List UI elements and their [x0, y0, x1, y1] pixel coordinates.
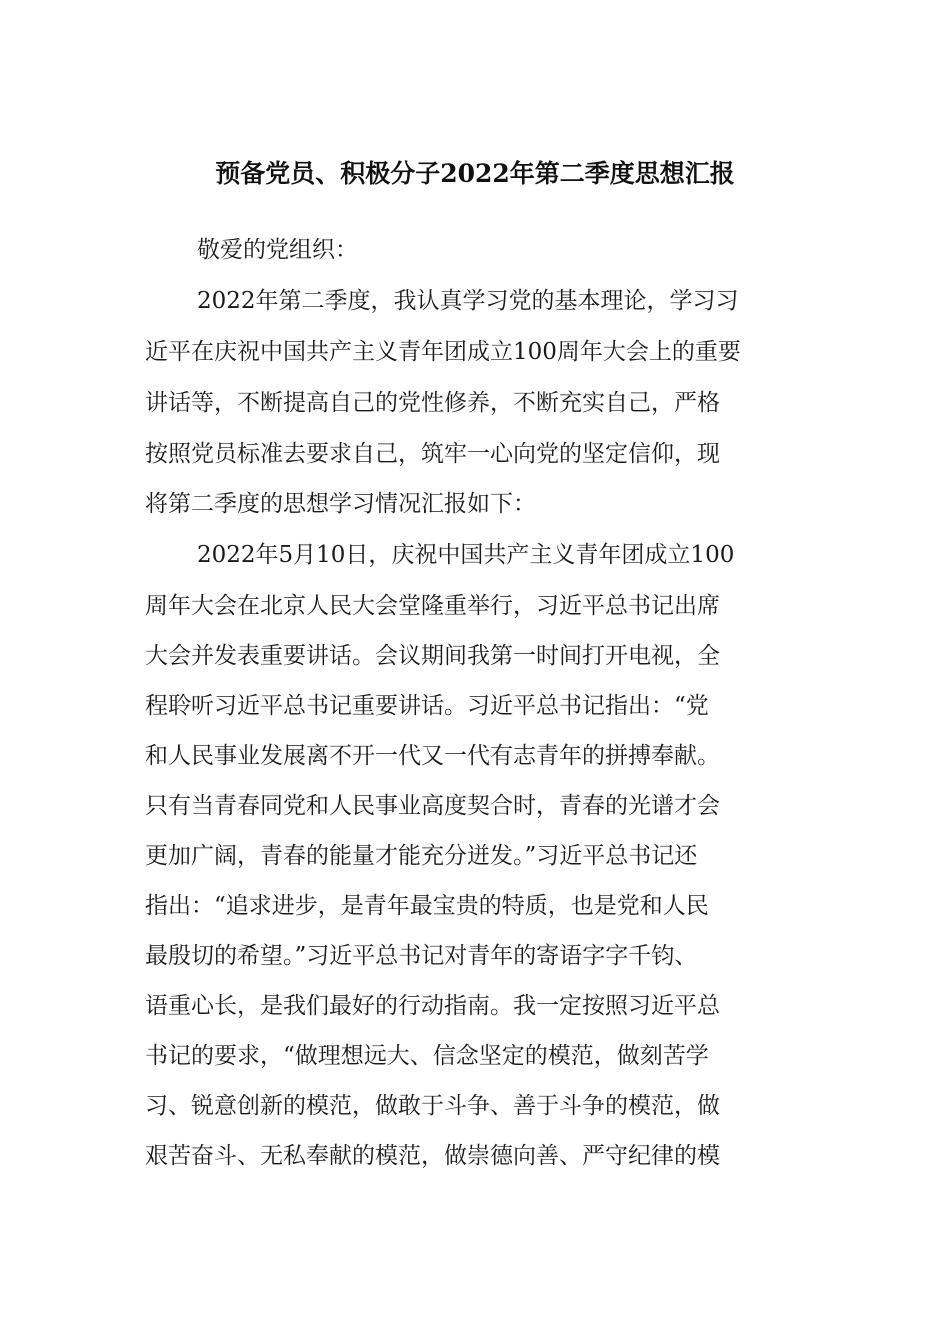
- paragraph-line: 习、锐意创新的模范，做敢于斗争、善于斗争的模范，做: [145, 1093, 720, 1119]
- paragraph-line: 更加广阔，青春的能量才能充分迸发。”习近平总书记还: [145, 843, 698, 869]
- paragraph-line: 讲话等，不断提高自己的党性修养，不断充实自己，严格: [145, 390, 720, 416]
- paragraph-line: 语重心长，是我们最好的行动指南。我一定按照习近平总: [145, 993, 720, 1019]
- salutation: 敬爱的党组织：: [197, 237, 358, 263]
- paragraph-line: 只有当青春同党和人民事业高度契合时，青春的光谱才会: [145, 793, 720, 819]
- paragraph-line: 指出：“追求进步，是青年最宝贵的特质，也是党和人民: [145, 893, 709, 919]
- paragraph-line: 周年大会在北京人民大会堂隆重举行，习近平总书记出席: [145, 593, 720, 619]
- paragraph-line: 艰苦奋斗、无私奉献的模范，做崇德向善、严守纪律的模: [145, 1143, 720, 1169]
- paragraph-line: 2022年5月10日，庆祝中国共产主义青年团成立100: [197, 542, 735, 568]
- paragraph-line: 书记的要求，“做理想远大、信念坚定的模范，做刻苦学: [145, 1043, 709, 1069]
- paragraph-line: 大会并发表重要讲话。会议期间我第一时间打开电视，全: [145, 643, 720, 669]
- paragraph-line: 程聆听习近平总书记重要讲话。习近平总书记指出：“党: [145, 693, 709, 719]
- paragraph-line: 和人民事业发展离不开一代又一代有志青年的拼搏奉献。: [145, 743, 720, 769]
- paragraph-line: 按照党员标准去要求自己，筑牢一心向党的坚定信仰，现: [145, 441, 720, 467]
- paragraph-line: 近平在庆祝中国共产主义青年团成立100周年大会上的重要: [145, 339, 741, 365]
- paragraph-line: 最殷切的希望。”习近平总书记对青年的寄语字字千钧、: [145, 943, 698, 969]
- document-title: 预备党员、积极分子2022年第二季度思想汇报: [215, 159, 735, 188]
- paragraph-line: 2022年第二季度，我认真学习党的基本理论，学习习: [197, 288, 739, 314]
- paragraph-line: 将第二季度的思想学习情况汇报如下：: [145, 491, 536, 517]
